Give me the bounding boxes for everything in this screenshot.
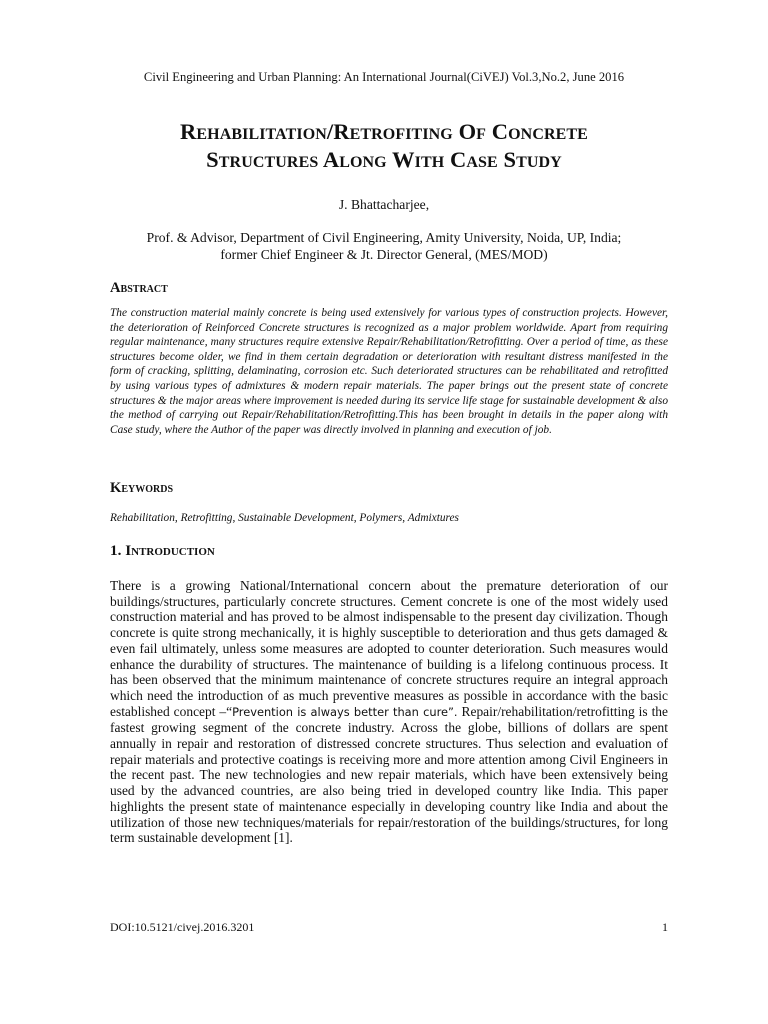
title-line-2: Structures Along With Case Study <box>206 147 562 172</box>
doi-footer: DOI:10.5121/civej.2016.3201 <box>110 920 255 934</box>
keywords-text: Rehabilitation, Retrofitting, Sustainable Development, Polymers, Admixtures <box>110 512 459 524</box>
introduction-quote: Prevention is always better than cure”. <box>232 704 458 719</box>
author-name: J. Bhattacharjee, <box>338 197 430 212</box>
introduction-text <box>110 578 668 846</box>
abstract-text: The construction material mainly concrete is being used extensively for various types of construction projects. However, the deterioration of Reinforced Concrete structures is recognized as a major problem worldwide. Apart from requiring regular maintenance, many structures require extensive Repair/Rehabilitation/Retrofitting. Over a period of time, as these structures become older, we find in them certain degradation or deterioration with resultant distress manifested in the form of cracking, splitting, delaminating, corrosion etc. Such deteriorated structures can be rehabilitated and retrofitted by using various types of admixtures & modern repair materials. The paper brings out the present state of concrete structures & the major areas where improvement is needed during its service life stage for sustainable development & also the method of carrying out Repair/Rehabilitation/Retrofitting.This has been brought in details in the paper along with Case study, where the Author of the paper was directly involved in planning and execution of job. <box>110 307 668 436</box>
title-line-1: Rehabilitation/Retrofiting Of Concrete <box>180 119 588 144</box>
affiliation-line-2: former Chief Engineer & Jt. Director General, (MES/MOD) <box>220 247 548 262</box>
introduction-text-part-1: There is a growing National/International concern about the premature deterioration of our buildings/structures, particularly concrete structures. Cement concrete is one of the most widely used construction material and has proved to be almost indispensable to the present day civilization. Though concrete is quite strong mechanically, it is highly susceptible to deterioration and thus gets damaged & even fail ultimately, unless some measures are adopted to counter deterioration. Such measures would enhance the durability of structures. The maintenance of building is a lifelong continuous process. It has been observed that the minimum maintenance of concrete structures require an integral approach which need the introduction of as much preventive measures as possible in accordance with the basic established concept –“ <box>110 578 668 719</box>
abstract-heading: Abstract <box>110 280 168 296</box>
page-number: 1 <box>662 920 668 934</box>
keywords-heading: Keywords <box>110 480 174 496</box>
author-affiliation <box>80 229 688 263</box>
journal-header: Civil Engineering and Urban Planning: An International Journal(CiVEJ) Vol.3,No.2, June 2016 <box>143 70 625 84</box>
affiliation-line-1: Prof. & Advisor, Department of Civil Engineering, Amity University, Noida, UP, India; <box>146 230 622 245</box>
introduction-heading: 1. Introduction <box>110 542 215 559</box>
paper-title <box>60 118 708 174</box>
introduction-text-part-2: Repair/rehabilitation/retrofitting is the fastest growing segment of the concrete industry. Across the globe, billions of dollars are spent annually in repair and restoration of distressed concrete structures. Thus selection and evaluation of repair materials and protective coatings is receiving more and more attention among Civil Engineers in the recent past. The new technologies and new repair materials, which have been extensively being used by the advanced countries, are also being tried in developed country like India. This paper highlights the present state of maintenance especially in developing country like India and about the utilization of those new techniques/materials for repair/restoration of the buildings/structures, for long term sustainable development [1]. <box>110 703 668 846</box>
